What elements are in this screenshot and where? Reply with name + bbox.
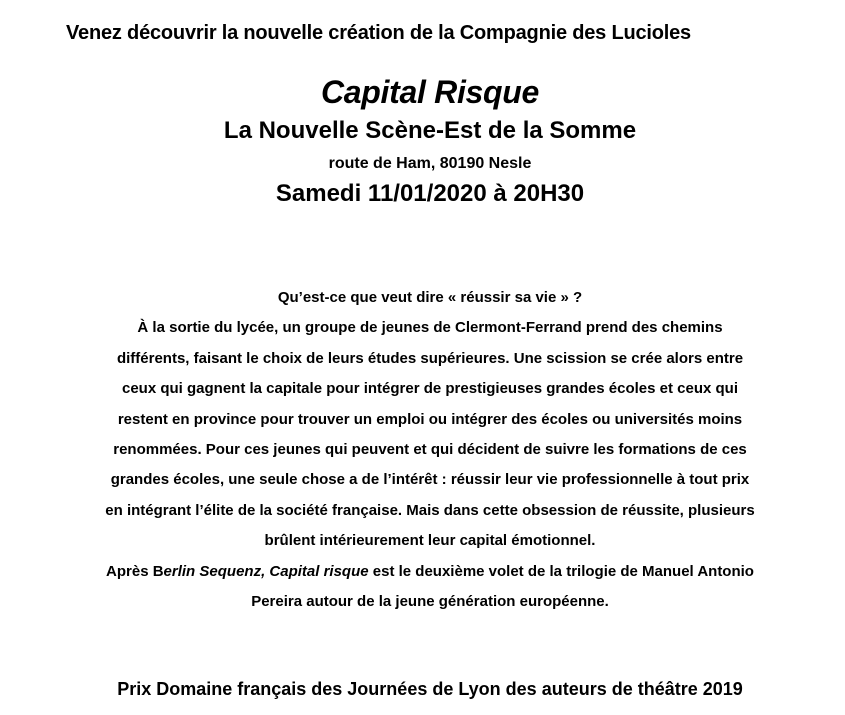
synopsis-line: différents, faisant le choix de leurs études supérieures. Une scission se crée alors entre xyxy=(116,349,744,367)
venue-address: route de Ham, 80190 Nesle xyxy=(328,155,532,172)
synopsis-question: Qu’est-ce que veut dire « réussir sa vie » ? xyxy=(277,289,583,306)
intro-heading: Venez découvrir la nouvelle création de la Compagnie des Lucioles xyxy=(66,22,691,44)
play-title: Capital Risque xyxy=(320,74,540,110)
closing-prefix: Après B xyxy=(106,562,164,580)
synopsis xyxy=(0,283,845,617)
synopsis-line: À la sortie du lycée, un groupe de jeunes de Clermont-Ferrand prend des chemins xyxy=(137,319,723,337)
synopsis-line: ceux qui gagnent la capitale pour intégrer de prestigieuses grandes écoles et ceux qui xyxy=(121,380,739,398)
closing-suffix: est le deuxième volet de la trilogie de Manuel Antonio xyxy=(368,562,754,580)
synopsis-closing-last: Pereira autour de la jeune génération européenne. xyxy=(251,593,609,611)
prize-line: Prix Domaine français des Journées de Lyon des auteurs de théâtre 2019 xyxy=(117,679,743,699)
performance-date: Samedi 11/01/2020 à 20H30 xyxy=(275,180,585,207)
synopsis-line: brûlent intérieurement leur capital émotionnel. xyxy=(264,532,596,550)
synopsis-line: grandes écoles, une seule chose a de l’intérêt : réussir leur vie professionnelle à tout prix xyxy=(110,471,750,489)
synopsis-line: renommées. Pour ces jeunes qui peuvent et qui décident de suivre les formations de ces xyxy=(113,441,747,459)
closing-works-italic: erlin Sequenz, Capital risque xyxy=(163,562,369,580)
synopsis-line: en intégrant l’élite de la société française. Mais dans cette obsession de réussite, plusieurs xyxy=(105,501,755,519)
synopsis-closing xyxy=(0,557,845,587)
synopsis-line: restent en province pour trouver un emploi ou intégrer des écoles ou universités moins xyxy=(117,410,743,428)
venue-name: La Nouvelle Scène-Est de la Somme xyxy=(223,117,637,144)
